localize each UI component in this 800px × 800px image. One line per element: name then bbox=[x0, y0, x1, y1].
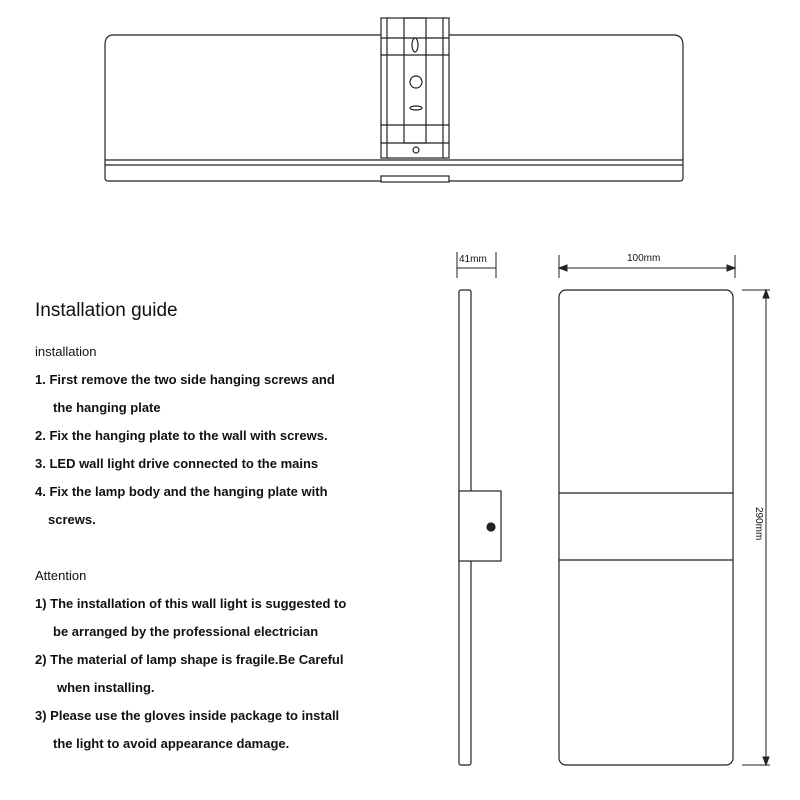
front-view bbox=[559, 290, 733, 765]
width-label: 100mm bbox=[627, 253, 661, 264]
height-label: 290mm bbox=[753, 507, 764, 541]
installation-heading: installation bbox=[35, 344, 97, 359]
attention-item: be arranged by the professional electrician bbox=[53, 624, 319, 639]
installation-step: screws. bbox=[48, 512, 96, 527]
depth-label: 41mm bbox=[459, 254, 487, 265]
installation-step: 4. Fix the lamp body and the hanging plate with bbox=[35, 484, 328, 499]
plate-base bbox=[381, 176, 449, 182]
top-view bbox=[105, 18, 683, 182]
installation-step: 3. LED wall light drive connected to the mains bbox=[35, 456, 319, 471]
guide-title: Installation guide bbox=[35, 300, 178, 321]
bracket-screw bbox=[487, 523, 495, 531]
attention-item: when installing. bbox=[57, 680, 155, 695]
attention-item: 3) Please use the gloves inside package to install bbox=[35, 708, 340, 723]
front-panel bbox=[559, 290, 733, 765]
attention-item: 1) The installation of this wall light is suggested to bbox=[35, 596, 347, 611]
attention-heading: Attention bbox=[35, 568, 87, 583]
installation-step: the hanging plate bbox=[53, 400, 161, 415]
attention-item: the light to avoid appearance damage. bbox=[53, 736, 290, 751]
attention-item: 2) The material of lamp shape is fragile.Be Careful bbox=[35, 652, 344, 667]
installation-step: 1. First remove the two side hanging screws and bbox=[35, 372, 335, 387]
installation-step: 2. Fix the hanging plate to the wall with screws. bbox=[35, 428, 328, 443]
side-view bbox=[459, 290, 501, 765]
